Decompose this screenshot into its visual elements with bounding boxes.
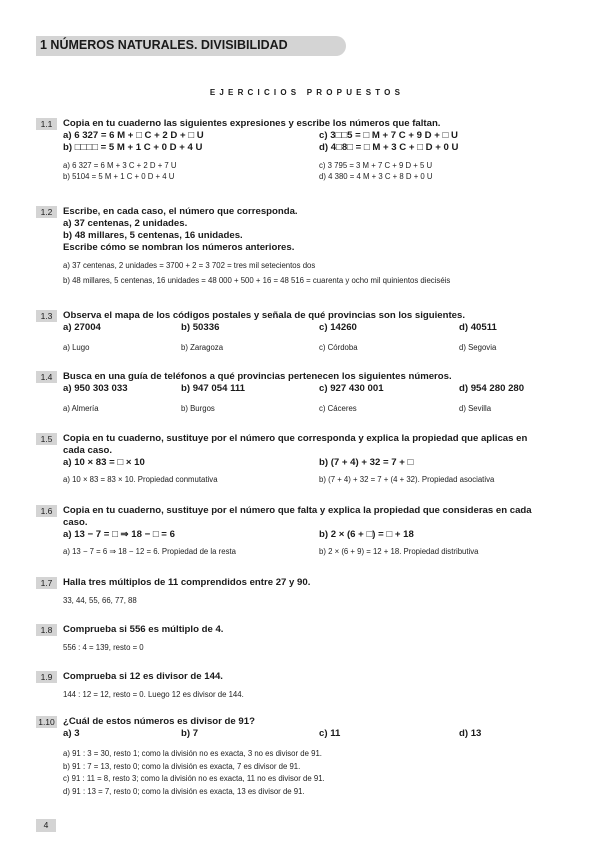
answer-b: b) 48 millares, 5 centenas, 16 unidades = 48 000 + 500 + 16 = 48 516 = cuarenta y ocho mil quinientos dieciséis	[63, 276, 451, 285]
exercise-number: 1.10	[36, 716, 57, 728]
item-a: a) 27004	[63, 322, 101, 333]
exercise-number: 1.5	[36, 433, 57, 445]
answer-d: d) Sevilla	[459, 404, 492, 413]
item-c: c) 11	[319, 728, 341, 739]
question-text-cont: caso.	[63, 517, 88, 528]
exercise-number: 1.6	[36, 505, 57, 517]
exercise-number: 1.4	[36, 371, 57, 383]
item-a: a) 950 303 033	[63, 383, 128, 394]
answer-d: d) 4 380 = 4 M + 3 C + 8 D + 0 U	[319, 172, 433, 181]
answer: 33, 44, 55, 66, 77, 88	[63, 596, 137, 605]
answer-a: a) Almería	[63, 404, 99, 413]
item-d: d) 13	[459, 728, 482, 739]
answer-c: c) 3 795 = 3 M + 7 C + 9 D + 5 U	[319, 161, 433, 170]
page-number: 4	[36, 819, 56, 832]
question-text: Copia en tu cuaderno, sustituye por el número que falta y explica la propiedad que consideras en cada	[63, 505, 532, 516]
question-item-a: a) 37 centenas, 2 unidades.	[63, 218, 188, 229]
exercise-1-4	[36, 371, 584, 414]
item-b: b) 2 × (6 + □) = □ + 18	[319, 529, 414, 540]
answer-a: a) 10 × 83 = 83 × 10. Propiedad conmutativa	[63, 475, 218, 484]
item-b: b) (7 + 4) + 32 = 7 + □	[319, 457, 414, 468]
exercise-number: 1.8	[36, 624, 57, 636]
exercise-number: 1.3	[36, 310, 57, 322]
item-b: b) 7	[181, 728, 199, 739]
answer-d: d) Segovia	[459, 343, 497, 352]
question-text: ¿Cuál de estos números es divisor de 91?	[63, 716, 255, 727]
question-instruction: Escribe cómo se nombran los números anteriores.	[63, 242, 295, 253]
exercise-1-7	[36, 577, 584, 606]
item-b: b) 50336	[181, 322, 220, 333]
item-d: d) 4□8□ = □ M + 3 C + □ D + 0 U	[319, 142, 459, 153]
answer: 144 : 12 = 12, resto = 0. Luego 12 es divisor de 144.	[63, 690, 244, 699]
question-text: Copia en tu cuaderno las siguientes expresiones y escribe los números que faltan.	[63, 118, 441, 129]
answer-a: a) 6 327 = 6 M + 3 C + 2 D + 7 U	[63, 161, 177, 170]
exercise-1-5	[36, 433, 584, 485]
item-a: a) 13 − 7 = □ ⇒ 18 − □ = 6	[63, 529, 175, 540]
exercise-1-6	[36, 505, 584, 557]
answer-a: a) Lugo	[63, 343, 90, 352]
answer-d: d) 91 : 13 = 7, resto 0; como la división es exacta, 13 es divisor de 91.	[63, 786, 305, 796]
exercise-1-9	[36, 671, 584, 700]
exercise-1-8	[36, 624, 584, 653]
item-c: c) 3□□5 = □ M + 7 C + 9 D + □ U	[319, 130, 458, 141]
item-d: d) 954 280 280	[459, 383, 525, 394]
exercise-number: 1.1	[36, 118, 57, 130]
exercise-1-1	[36, 118, 584, 182]
answer-a: a) 13 − 7 = 6 ⇒ 18 − 12 = 6. Propiedad de la resta	[63, 547, 236, 556]
answer-c: c) 91 : 11 = 8, resto 3; como la división no es exacta, 11 no es divisor de 91.	[63, 774, 325, 783]
question-item-b: b) 48 millares, 5 centenas, 16 unidades.	[63, 230, 243, 241]
item-a: a) 6 327 = 6 M + □ C + 2 D + □ U	[63, 130, 204, 141]
item-c: c) 14260	[319, 322, 357, 333]
question-text: Comprueba si 556 es múltiplo de 4.	[63, 624, 224, 635]
chapter-title: 1 NÚMEROS NATURALES. DIVISIBILIDAD	[40, 38, 288, 52]
question-text: Comprueba si 12 es divisor de 144.	[63, 671, 223, 682]
question-text: Observa el mapa de los códigos postales y señala de qué provincias son los siguientes.	[63, 310, 466, 321]
item-a: a) 10 × 83 = □ × 10	[63, 457, 145, 468]
question-text-cont: cada caso.	[63, 445, 113, 456]
question-text: Halla tres múltiplos de 11 comprendidos entre 27 y 90.	[63, 577, 311, 588]
answer-c: c) Cáceres	[319, 404, 357, 413]
chapter-header	[36, 36, 346, 56]
question-text: Busca en una guía de teléfonos a qué provincias pertenecen los siguientes números.	[63, 371, 452, 382]
answer-b: b) 5104 = 5 M + 1 C + 0 D + 4 U	[63, 172, 175, 181]
answer: 556 : 4 = 139, resto = 0	[63, 643, 144, 652]
exercise-number: 1.9	[36, 671, 57, 683]
answer-b: b) (7 + 4) + 32 = 7 + (4 + 32). Propiedad asociativa	[319, 475, 495, 484]
answer-a: a) 91 : 3 = 30, resto 1; como la división no es exacta, 3 no es divisor de 91.	[63, 749, 322, 758]
exercise-1-2	[36, 206, 584, 286]
answer-a: a) 37 centenas, 2 unidades = 3700 + 2 = 3 702 = tres mil setecientos dos	[63, 261, 316, 270]
answer-b: b) Zaragoza	[181, 343, 224, 352]
answer-b: b) Burgos	[181, 404, 215, 413]
item-b: b) 947 054 111	[181, 383, 246, 394]
item-c: c) 927 430 001	[319, 383, 384, 394]
answer-b: b) 2 × (6 + 9) = 12 + 18. Propiedad distributiva	[319, 547, 479, 556]
exercise-1-10	[36, 716, 584, 798]
item-d: d) 40511	[459, 322, 497, 333]
exercise-number: 1.7	[36, 577, 57, 589]
exercise-number: 1.2	[36, 206, 57, 218]
question-text: Copia en tu cuaderno, sustituye por el número que corresponda y explica la propiedad que aplicas en	[63, 433, 528, 444]
item-a: a) 3	[63, 728, 80, 739]
section-title: EJERCICIOS PROPUESTOS	[209, 88, 405, 97]
answer-b: b) 91 : 7 = 13, resto 0; como la división es exacta, 7 es divisor de 91.	[63, 761, 301, 771]
item-b: b) □□□□ = 5 M + 1 C + 0 D + 4 U	[63, 142, 203, 153]
exercise-1-3	[36, 310, 584, 353]
answer-c: c) Córdoba	[319, 343, 358, 352]
question-text: Escribe, en cada caso, el número que corresponda.	[63, 206, 298, 217]
